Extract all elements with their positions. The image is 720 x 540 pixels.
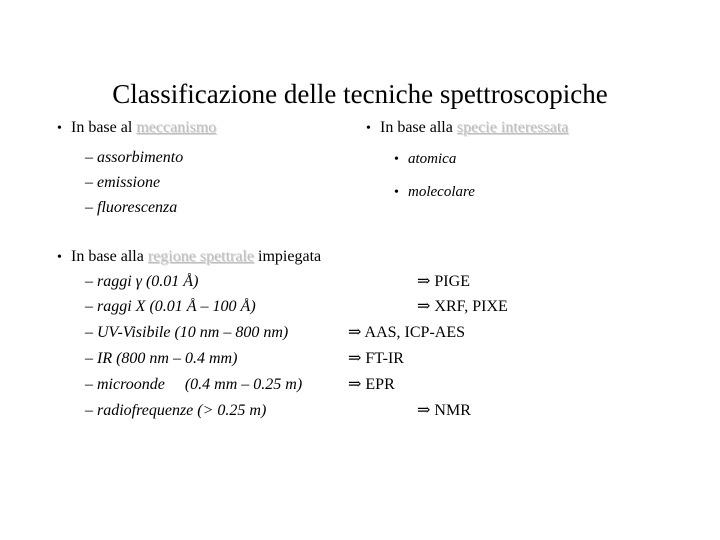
table-row [85,349,237,369]
technique-result [348,349,404,369]
list-item [85,170,216,195]
implies-icon: ⇒ [348,376,362,393]
slide-title: Classificazione delle tecniche spettroscopiche [112,79,608,109]
implies-icon: ⇒ [417,298,431,315]
dash-icon: – [85,174,93,191]
mechanism-highlight: meccanismo [136,119,217,136]
region-label: microonde (0.4 mm – 0.25 m) [97,376,303,393]
mechanism-section [57,118,216,220]
table-row [85,323,288,343]
implies-icon: ⇒ [417,402,431,419]
result-label: PIGE [434,273,470,290]
technique-result [348,375,395,395]
implies-icon: ⇒ [417,273,431,290]
result-label: FT-IR [365,350,404,367]
dash-icon: – [85,298,93,315]
result-label: AAS, ICP-AES [364,324,465,341]
mechanism-item-fluorescenza: fluorescenza [97,199,178,216]
region-label: UV-Visibile (10 nm – 800 nm) [97,324,289,341]
species-section [366,118,568,203]
spectral-highlight: regione spettrale [147,248,255,265]
region-label: raggi γ (0.01 Å) [97,273,199,290]
bullet-icon: • [57,121,62,136]
result-label: EPR [365,376,395,393]
list-item [394,182,568,203]
mechanism-heading [57,118,216,139]
dash-icon: – [85,199,93,216]
spectral-suffix: impiegata [254,248,322,265]
mechanism-item-emissione: emissione [97,174,161,191]
dash-icon: – [85,273,93,290]
dash-icon: – [85,350,93,367]
table-row [85,272,198,292]
list-item [85,145,216,170]
dash-icon: – [85,376,93,393]
spectral-prefix: In base alla [71,248,148,265]
technique-result [417,297,508,317]
bullet-icon: • [394,185,399,200]
mechanism-prefix: In base al [71,119,137,136]
dash-icon: – [85,402,93,419]
spectral-heading [57,247,321,268]
region-label: IR (800 nm – 0.4 mm) [97,350,238,367]
bullet-icon: • [366,121,371,136]
list-item [394,149,568,170]
technique-result [417,401,471,421]
bullet-icon: • [394,152,399,167]
technique-result [348,323,465,343]
species-item-atomica: atomica [408,151,457,167]
table-row [85,401,266,421]
species-heading [366,118,568,139]
result-label: NMR [434,402,471,419]
technique-result [417,272,470,292]
table-row [85,297,256,317]
species-highlight: specie interessata [456,119,569,136]
implies-icon: ⇒ [348,324,362,341]
list-item [85,195,216,220]
spectral-region-section [57,247,321,268]
dash-icon: – [85,324,93,341]
result-label: XRF, PIXE [434,298,508,315]
species-item-molecolare: molecolare [408,184,475,200]
bullet-icon: • [57,250,62,265]
species-prefix: In base alla [380,119,457,136]
dash-icon: – [85,149,93,166]
region-label: radiofrequenze (> 0.25 m) [97,402,267,419]
mechanism-item-assorbimento: assorbimento [97,149,184,166]
table-row [85,375,302,395]
implies-icon: ⇒ [348,350,362,367]
region-label: raggi X (0.01 Å – 100 Å) [97,298,256,315]
